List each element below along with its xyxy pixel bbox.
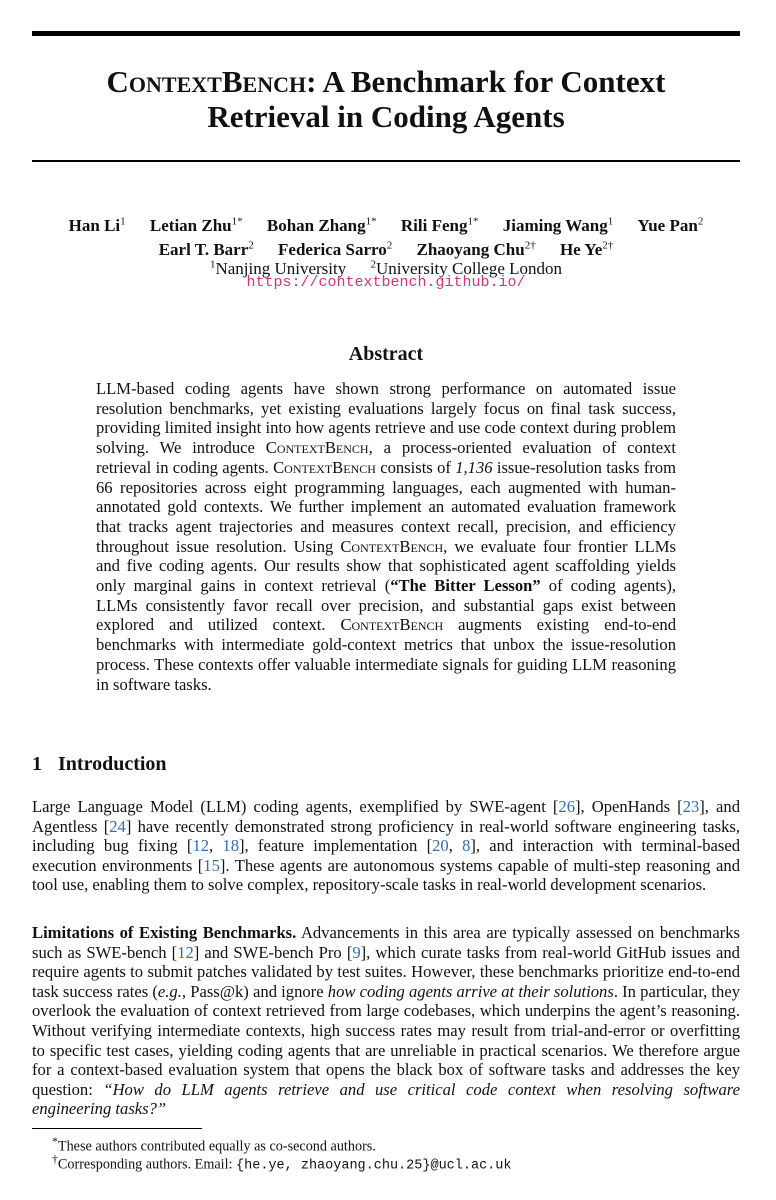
author: Yue Pan$^2$ xyxy=(637,215,704,235)
abstract-heading: Abstract xyxy=(348,343,424,365)
paper-title xyxy=(32,64,740,134)
title-benchmark-name: ContextBench xyxy=(106,64,307,99)
title-line1-rest: : A Benchmark for Context xyxy=(306,64,666,99)
citation-link[interactable]: 18 xyxy=(222,836,240,856)
citation-link[interactable]: 8 xyxy=(462,836,471,856)
author: Bohan Zhang$^{1*}$ xyxy=(266,215,377,235)
affiliation: $^2$University College London xyxy=(370,258,563,278)
citation-link[interactable]: 23 xyxy=(682,797,700,816)
author: Rili Feng$^{1*}$ xyxy=(400,215,479,235)
citation-link[interactable]: 15 xyxy=(203,855,220,875)
section-heading: 1 Introduction xyxy=(32,753,167,775)
paragraph-lead: Limitations of Existing Benchmarks. xyxy=(32,923,297,942)
author: He $Ye^{2\dagger}$ xyxy=(559,239,614,260)
citation-link[interactable]: 24 xyxy=(109,816,126,836)
affiliation: $^1$Nanjing University xyxy=(209,258,347,278)
citation-link[interactable]: 12 xyxy=(192,836,210,856)
intro-paragraph-2: Limitations of Existing Benchmarks. Advancements in this area are typically assessed on benchmarks such as SWE-bench [12] and SWE-bench Pro [9], which curate tasks from real-world GitHub issues and require agents to submit patches validated by test suites. However, these benchmarks prioritize end-to-end task success rates (e.g., Pass@k) and ignore how coding agents arrive at their solutions. In particular, they overlook the evaluation of context retrieved from large codebases, which underpins the agent’s reasoning. Without verifying intermediate contexts, high success rates may result from trial-and-error or overfitting to specific test cases, yielding coding agents that are unreliable in practical scenarios. We therefore argue for a context-based evaluation system that opens the black box of software tasks and addresses the key question: “How do LLM agents retrieve and use critical code context when resolving software engineering tasks?” xyxy=(32,923,740,1119)
intro-paragraph-1: Large Language Model (LLM) coding agents, exemplified by SWE-agent [26], OpenHands [23], and Agentless [24] have recently demonstrated strong proficiency in real-world software engineering tasks, including bug fixing [12, 18], feature implementation [20, 8], and interaction with terminal-based execution environments [15]. These agents are autonomous systems capable of multi-step reasoning and tool use, enabling them to solve complex, repository-scale tasks in real-world development scenarios. xyxy=(32,797,741,895)
top-rule xyxy=(32,31,740,36)
footnote-corresponding: †Corresponding authors. Email: {he.ye, zhaoyang.chu.25}@ucl.ac.uk xyxy=(52,1152,512,1174)
citation-link[interactable]: 9 xyxy=(352,942,361,962)
citation-link[interactable]: 12 xyxy=(177,942,194,962)
footnote-equal-contribution: *These authors contributed equally as co-second authors. xyxy=(52,1134,376,1155)
citation-link[interactable]: 26 xyxy=(558,797,575,816)
title-rule xyxy=(32,160,740,162)
title-line2: Retrieval in Coding Agents xyxy=(207,99,565,134)
author: Federica Sarro$^2$ xyxy=(278,239,393,260)
email-address: {he.ye, zhaoyang.chu.25}@ucl.ac.uk xyxy=(236,1158,512,1174)
author-list xyxy=(32,211,740,260)
author: Jiaming Wang$^1$ xyxy=(502,215,614,235)
citation-link[interactable]: 20 xyxy=(432,836,449,856)
author: Earl T. Barr$^2$ xyxy=(158,239,254,260)
author: Han Li$^1$ xyxy=(68,215,126,235)
author: Letian Zhu$^{1*}$ xyxy=(149,215,243,235)
footnote-rule xyxy=(32,1128,202,1129)
project-url-link[interactable]: https://contextbench.github.io/ xyxy=(246,274,526,291)
abstract-body: LLM-based coding agents have shown strong performance on automated issue resolution benchmarks, yet existing evaluations largely focus on final task success, providing limited insight into how agents retrieve and use code context during problem solving. We introduce ContextBench, a process-oriented evaluation of context retrieval in coding agents. ContextBench consists of 1,136 issue-resolution tasks from 66 repositories across eight programming languages, each augmented with human-annotated gold contexts. We further implement an automated evaluation framework that tracks agent trajectories and measures context recall, precision, and efficiency throughout issue resolution. Using ContextBench, we evaluate four frontier LLMs and five coding agents. Our results show that sophisticated agent scaffolding yields only marginal gains in context retrieval (“The Bitter Lesson” of coding agents), LLMs consistently favor recall over precision, and substantial gaps exist between explored and utilized context. ContextBench augments existing end-to-end benchmarks with intermediate gold-context metrics that unbox the issue-resolution process. These contexts offer valuable intermediate signals for guiding LLM reasoning in software tasks. xyxy=(96,379,676,694)
author: Zhaoyang Chu$^{2\dagger}$ xyxy=(416,239,536,260)
